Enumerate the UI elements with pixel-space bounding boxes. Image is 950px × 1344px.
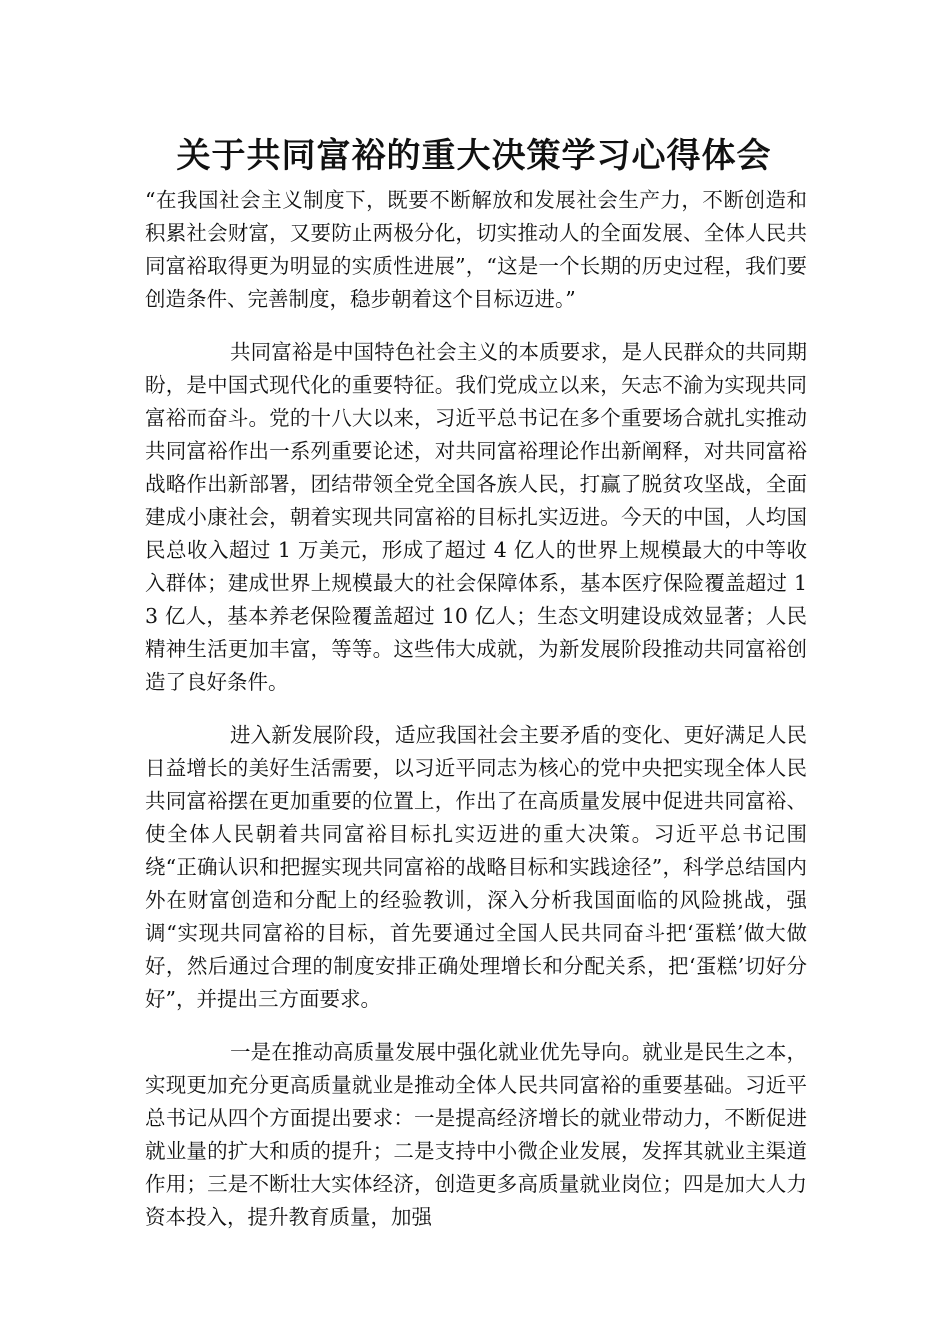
- body-paragraph: 一是在推动高质量发展中强化就业优先导向。就业是民生之本，实现更加充分更高质量就业是推动全体人民共同富裕的重要基础。习近平总书记从四个方面提出要求：一是提高经济增长的就业带动力，不断促进就业量的扩大和质的提升；二是支持中小微企业发展，发挥其就业主渠道作用；三是不断壮大实体经济，创造更多高质量就业岗位；四是加大人力资本投入，提升教育质量，加强: [145, 1040, 807, 1229]
- document-title: 关于共同富裕的重大决策学习心得体会: [176, 136, 772, 176]
- quote-paragraph: “在我国社会主义制度下，既要不断解放和发展社会生产力，不断创造和积累社会财富，又要防止两极分化，切实推动人的全面发展、全体人民共同富裕取得更为明显的实质性进展”，“这是一个长期的历史过程，我们要创造条件、完善制度，稳步朝着这个目标迈进。”: [145, 188, 807, 311]
- body-paragraph: 共同富裕是中国特色社会主义的本质要求，是人民群众的共同期盼，是中国式现代化的重要特征。我们党成立以来，矢志不渝为实现共同富裕而奋斗。党的十八大以来，习近平总书记在多个重要场合就扎实推动共同富裕作出一系列重要论述，对共同富裕理论作出新阐释，对共同富裕战略作出新部署，团结带领全党全国各族人民，打赢了脱贫攻坚战，全面建成小康社会，朝着实现共同富裕的目标扎实迈进。今天的中国，人均国民总收入超过 1 万美元，形成了超过 4 亿人的世界上规模最大的中等收入群体；建成世界上规模最大的社会保障体系，基本医疗保险覆盖超过 13 亿人，基本养老保险覆盖超过 10 亿人；生态文明建设成效显著；人民精神生活更加丰富，等等。这些伟大成就，为新发展阶段推动共同富裕创造了良好条件。: [145, 340, 807, 694]
- document-page: [145, 128, 807, 1254]
- body-paragraph: 进入新发展阶段，适应我国社会主要矛盾的变化、更好满足人民日益增长的美好生活需要，以习近平同志为核心的党中央把实现全体人民共同富裕摆在更加重要的位置上，作出了在高质量发展中促进共同富裕、使全体人民朝着共同富裕目标扎实迈进的重大决策。习近平总书记围绕“正确认识和把握实现共同富裕的战略目标和实践途径”，科学总结国内外在财富创造和分配上的经验教训，深入分析我国面临的风险挑战，强调“实现共同富裕的目标，首先要通过全国人民共同奋斗把‘蛋糕’做大做好，然后通过合理的制度安排正确处理增长和分配关系，把‘蛋糕’切好分好”，并提出三方面要求。: [145, 723, 807, 1011]
